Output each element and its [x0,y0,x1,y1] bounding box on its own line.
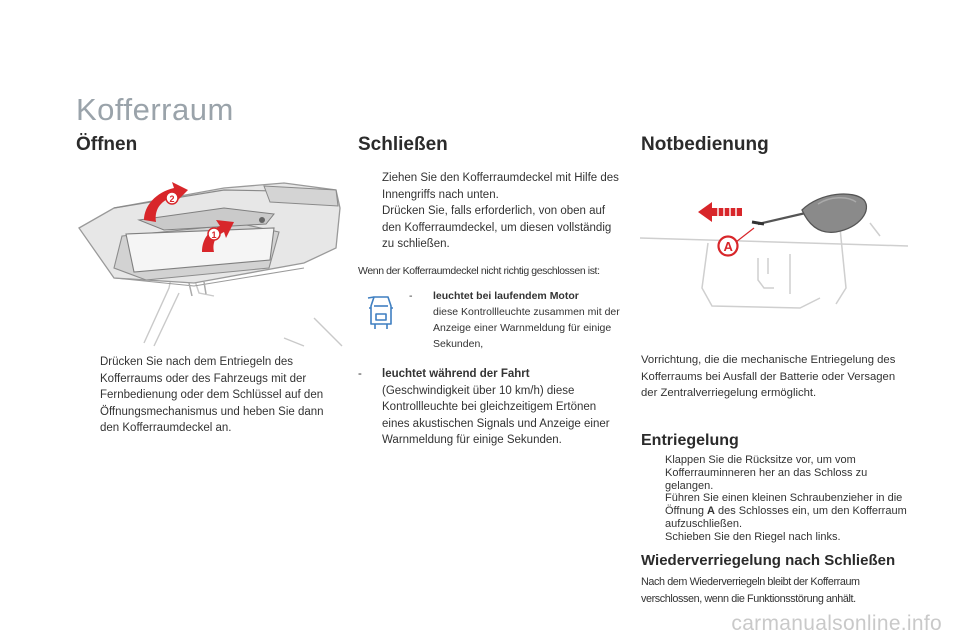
list-item: Führen Sie einen kleinen Schraubenzieher in die Öffnung A des Schlosses ein, um den Kofferraum aufzuschließen. [665,492,907,530]
section-heading-schliessen: Schließen [358,134,448,155]
list-item: Schieben Sie den Riegel nach links. [665,530,841,543]
subheading-wiederverriegelung: Wiederverriegelung nach Schließen [641,552,896,569]
emergency-release-illustration [640,188,908,314]
case2-text: (Geschwindigkeit über 10 km/h) diese Kontrollleuchte bei gleichzeitigem Ertönen eines akustischen Signals und Anzeige einer Warnmeldung für einige Sekunden. [382,384,610,447]
notbedienung-description: Vorrichtung, die die mechanische Entriegelung des Kofferraums bei Ausfall der Batterie oder Versagen der Zentralverriegelung ermöglicht. [641,354,896,400]
figure-label-a: A [723,239,733,254]
list-item: Klappen Sie die Rücksitze vor, um vom Kofferrauminneren her an das Schloss zu gelangen. [665,454,868,492]
case-engine-running: - leuchtet bei laufendem Motor diese Kontrollleuchte zusammen mit der Anzeige einer Warnmeldung für einige Sekunden, [409,290,620,350]
oeffnen-instructions [76,354,338,437]
section-heading-notbedienung: Notbedienung [641,134,769,155]
list-item: Drücken Sie, falls erforderlich, von oben auf den Kofferraumdeckel, um diesen vollständig zu schließen. [382,205,612,251]
subheading-entriegelung: Entriegelung [641,432,739,449]
case1-text: diese Kontrollleuchte zusammen mit der Anzeige einer Warnmeldung für einige Sekunden, [433,306,620,350]
schliessen-instructions [358,170,620,253]
section-heading-oeffnen: Öffnen [76,134,138,155]
warning-heading: Wenn der Kofferraumdeckel nicht richtig geschlossen ist: [358,265,600,277]
list-item: Drücken Sie nach dem Entriegeln des Kofferraums oder des Fahrzeugs mit der Fernbedienung oder dem Schlüssel auf den Öffnungsmechanismus und heben Sie dann den Kofferraumdeckel an. [100,356,324,435]
entriegelung-instructions [641,454,911,544]
figure-label-2: 2 [169,194,175,204]
wiederverriegelung-text: Nach dem Wiederverriegeln bleibt der Kofferraum verschlossen, wenn die Funktionsstörung anhält. [641,576,860,605]
case2-title: leuchtet während der Fahrt [382,368,530,380]
list-item: Ziehen Sie den Kofferraumdeckel mit Hilfe des Innengriffs nach unten. [382,172,619,201]
figure-label-1: 1 [211,230,217,240]
case-driving: - leuchtet während der Fahrt (Geschwindigkeit über 10 km/h) diese Kontrollleuchte bei gleichzeitigem Ertönen eines akustischen Signals und Anzeige einer Warnmeldung für einige Sekunden. [358,368,610,447]
boot-opening-illustration [74,168,344,348]
case1-title: leuchtet bei laufendem Motor [433,290,579,302]
page-title: Kofferraum [76,92,234,127]
open-boot-warning-icon [366,294,396,332]
watermark-text: carmanualsonline.info [731,612,942,635]
